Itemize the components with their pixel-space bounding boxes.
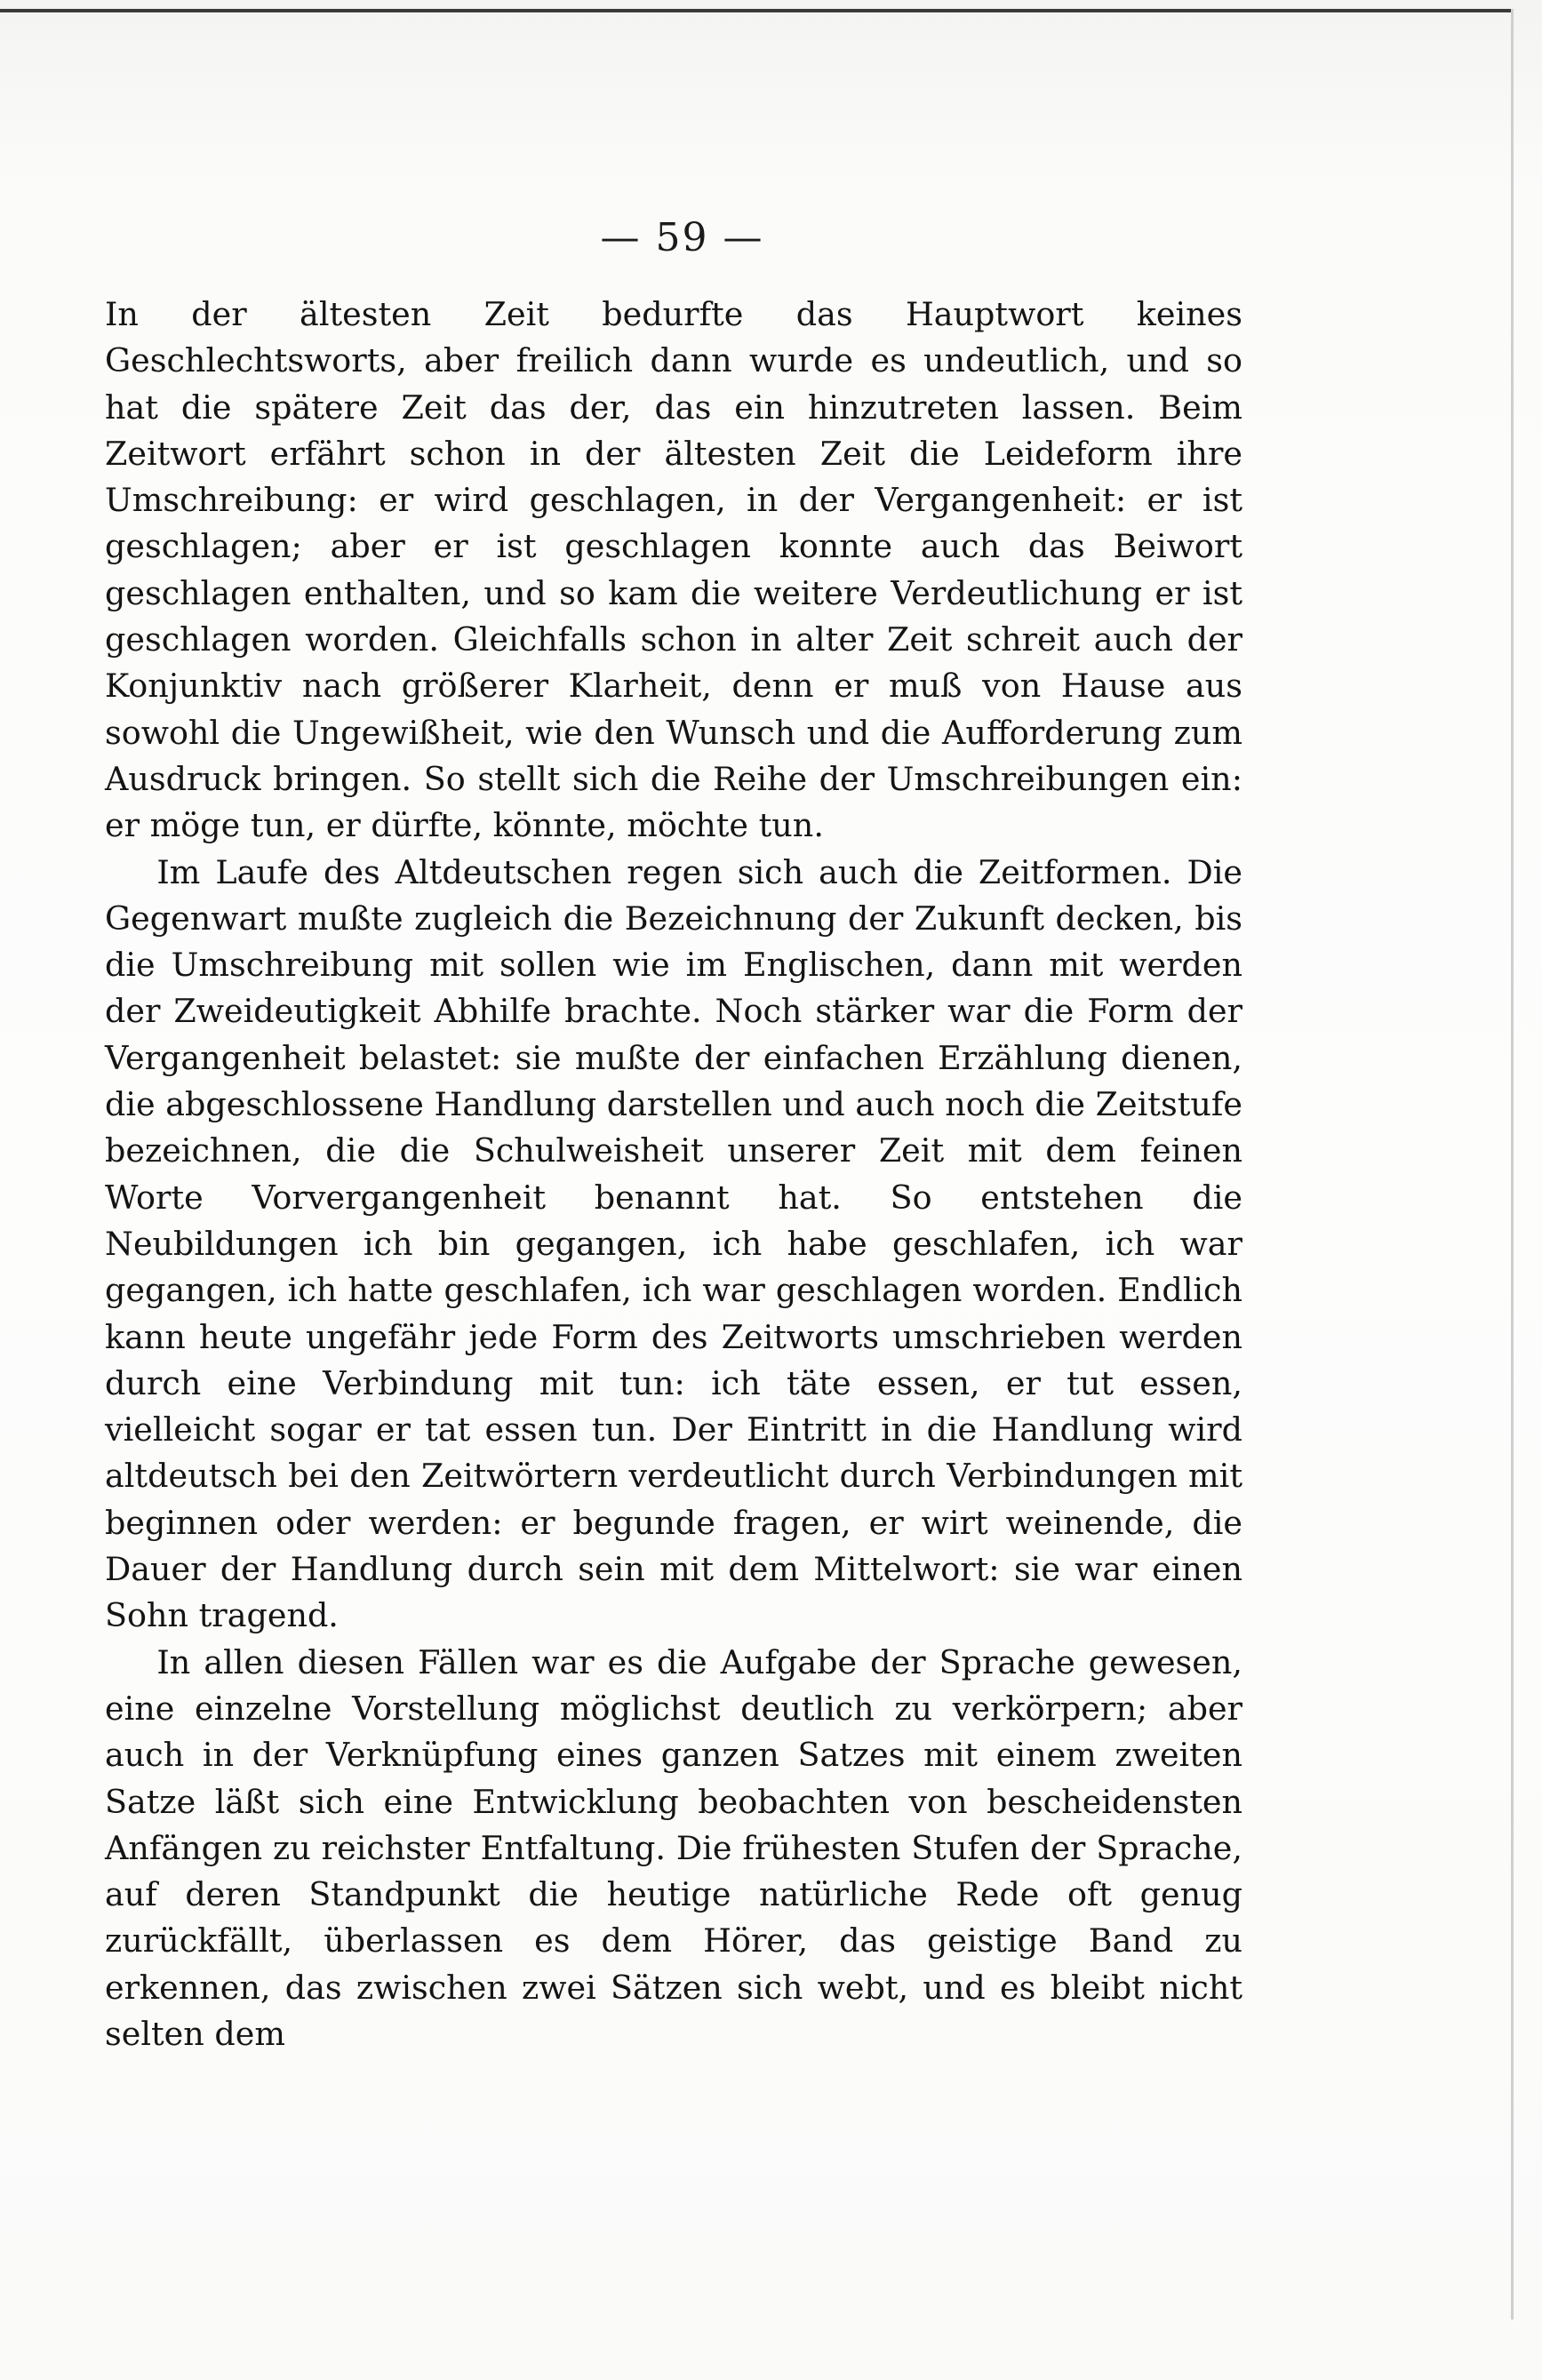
paragraph-1: In der ältesten Zeit bedurfte das Hauptwort keines Geschlechtsworts, aber freilich dann wurde es undeutlich, und so hat die spätere Zeit das der, das ein hinzutreten lassen. Beim Zeitwort erfährt schon in der ältesten Zeit die Leideform ihre Umschreibung: er wird geschlagen, in der Vergangenheit: er ist geschlagen; aber er ist geschlagen konnte auch das Beiwort geschlagen enthalten, und so kam die weitere Verdeutlichung er ist geschlagen worden. Gleichfalls schon in alter Zeit schreit auch der Konjunktiv nach größerer Klarheit, denn er muß von Hause aus sowohl die Ungewißheit, wie den Wunsch und die Aufforderung zum Ausdruck bringen. So stellt sich die Reihe der Umschreibungen ein: er möge tun, er dürfte, könnte, möchte tun. [105,295,1242,845]
paragraph-3: In allen diesen Fällen war es die Aufgabe der Sprache gewesen, eine einzelne Vorstellung möglichst deutlich zu verkörpern; aber auch in der Verknüpfung eines ganzen Satzes mit einem zweiten Satze läßt sich eine Entwicklung beobachten von bescheidensten Anfängen zu reichster Entfaltung. Die frühesten Stufen der Sprache, auf deren Standpunkt die heutige natürliche Rede oft genug zurückfällt, überlassen es dem Hörer, das geistige Band zu erkennen, das zwischen zwei Sätzen sich webt, und es bleibt nicht selten dem [105,1642,1242,2053]
body-text [105,292,1242,2057]
scan-border-right [1511,9,1514,2320]
scan-border-top [0,9,1511,12]
page-number: — 59 — [600,215,764,260]
paragraph-2: Im Laufe des Altdeutschen regen sich auch die Zeitformen. Die Gegenwart mußte zugleich die Bezeichnung der Zukunft decken, bis die Umschreibung mit sollen wie im Englischen, dann mit werden der Zweideutigkeit Abhilfe brachte. Noch stärker war die Form der Vergangenheit belastet: sie mußte der einfachen Erzählung dienen, die abgeschlossene Handlung darstellen und auch noch die Zeitstufe bezeichnen, die die Schulweisheit unserer Zeit mit dem feinen Worte Vorvergangenheit benannt hat. So entstehen die Neubildungen ich bin gegangen, ich habe geschlafen, ich war gegangen, ich hatte geschlafen, ich war geschlagen worden. Endlich kann heute ungefähr jede Form des Zeitworts umschrieben werden durch eine Verbindung mit tun: ich täte essen, er tut essen, vielleicht sogar er tat essen tun. Der Eintritt in die Handlung wird altdeutsch bei den Zeitwörtern verdeutlicht durch Verbindungen mit beginnen oder werden: er begunde fragen, er wirt weinende, die Dauer der Handlung durch sein mit dem Mittelwort: sie war einen Sohn tragend. [105,852,1242,1635]
